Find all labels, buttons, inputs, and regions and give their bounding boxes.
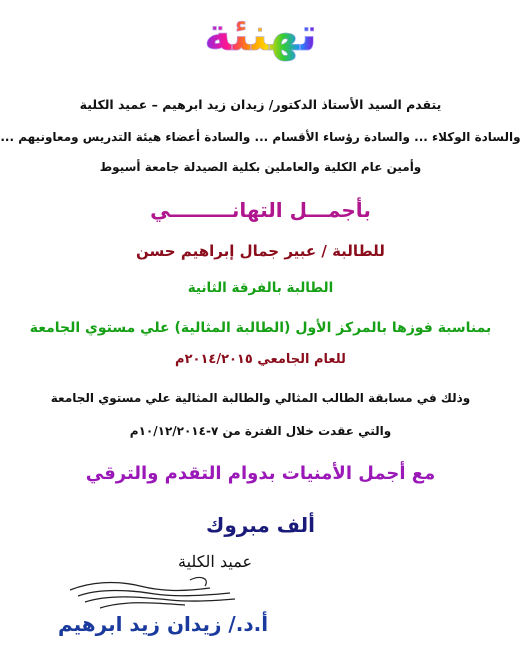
letter-title: [0, 4, 521, 64]
signature-name: أ.د./ زيدان زيد ابرهيم: [57, 612, 269, 636]
congrats-line: ألف مبروك: [206, 513, 315, 537]
intro-line-3: وأمين عام الكلية والعاملين بكلية الصيدلة جامعة أسيوط: [99, 160, 422, 174]
academic-year: للعام الجامعي ٢٠١٤/٢٠١٥م: [175, 352, 346, 367]
wishes-line: مع أجمل الأمنيات بدوام التقدم والترقي: [85, 463, 436, 484]
handwritten-signature: [60, 560, 250, 615]
details-line-1: وذلك في مسابقة الطالب المثالي والطالبة المثالية علي مستوي الجامعة: [50, 391, 471, 405]
recipient-name: للطالبة / عبير جمال إبراهيم حسن: [136, 242, 385, 260]
occasion-line: بمناسبة فوزها بالمركز الأول (الطالبة المثالية) علي مستوي الجامعة: [29, 320, 492, 336]
year-level: الطالبة بالفرقة الثانية: [187, 280, 334, 296]
intro-line-2: والسادة الوكلاء ... والسادة رؤساء الأقسام ... والسادة أعضاء هيئة التدريس ومعاونيهم ...: [0, 130, 521, 144]
intro-line-1: يتقدم السيد الأستاذ الدكتور/ زيدان زيد ابرهيم – عميد الكلية: [79, 97, 442, 112]
greeting-heading: بأجمـــل التهانـــــــــي: [150, 198, 371, 222]
details-line-2: والتي عقدت خلال الفترة من ٧-١٠/١٢/٢٠١٤م: [129, 424, 392, 438]
letter-title-text: تهنئة: [203, 7, 318, 61]
signature-role: عميد الكلية: [178, 552, 252, 571]
